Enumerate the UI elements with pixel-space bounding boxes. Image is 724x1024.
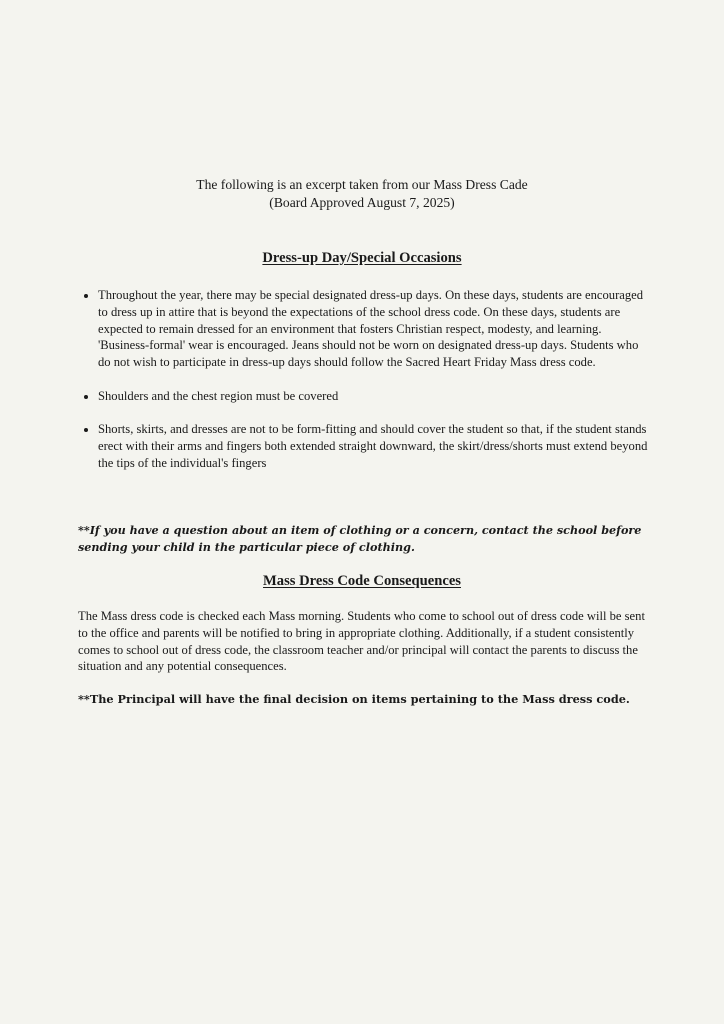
- list-item: • Shoulders and the chest region must be covered: [98, 388, 650, 405]
- dress-up-heading: Dress-up Day/Special Occasions: [262, 250, 462, 266]
- dress-up-rules-list: [78, 287, 650, 488]
- list-item: • Shorts, skirts, and dresses are not to be form-fitting and should cover the student so that, if the student stands erect with their arms and fingers both extended straight downward, the skirt/dress/shorts must extend beyond the tips of the individual's fingers: [98, 421, 650, 471]
- principal-decision-note: **The Principal will have the final decision on items pertaining to the Mass dress code.: [78, 692, 630, 706]
- clothing-question-note: **If you have a question about an item of clothing or a concern, contact the school before sending your child in the particular piece of clothing.: [78, 523, 642, 554]
- consequences-paragraph: The Mass dress code is checked each Mass morning. Students who come to school out of dress code will be sent to the office and parents will be notified to bring in appropriate clothing. Additionally, if a student consistently comes to school out of dress code, the classroom teacher and/or principal will contact the parents to discuss the situation and any potential consequences.: [78, 609, 645, 674]
- intro-block: [0, 176, 724, 212]
- intro-line: The following is an excerpt taken from our Mass Dress Cade: [196, 177, 528, 192]
- list-item: • Throughout the year, there may be special designated dress-up days. On these days, students are encouraged to dress up in attire that is beyond the expectations of the school dress code. On these days, students are expected to remain dressed for an environment that fosters Christian respect, modesty, and learning. 'Business-formal' wear is encouraged. Jeans should not be worn on designated dress-up days. Students who do not wish to participate in dress-up days should follow the Sacred Heart Friday Mass dress code.: [98, 287, 650, 371]
- board-approval-line: (Board Approved August 7, 2025): [269, 195, 455, 210]
- consequences-heading: Mass Dress Code Consequences: [263, 573, 461, 589]
